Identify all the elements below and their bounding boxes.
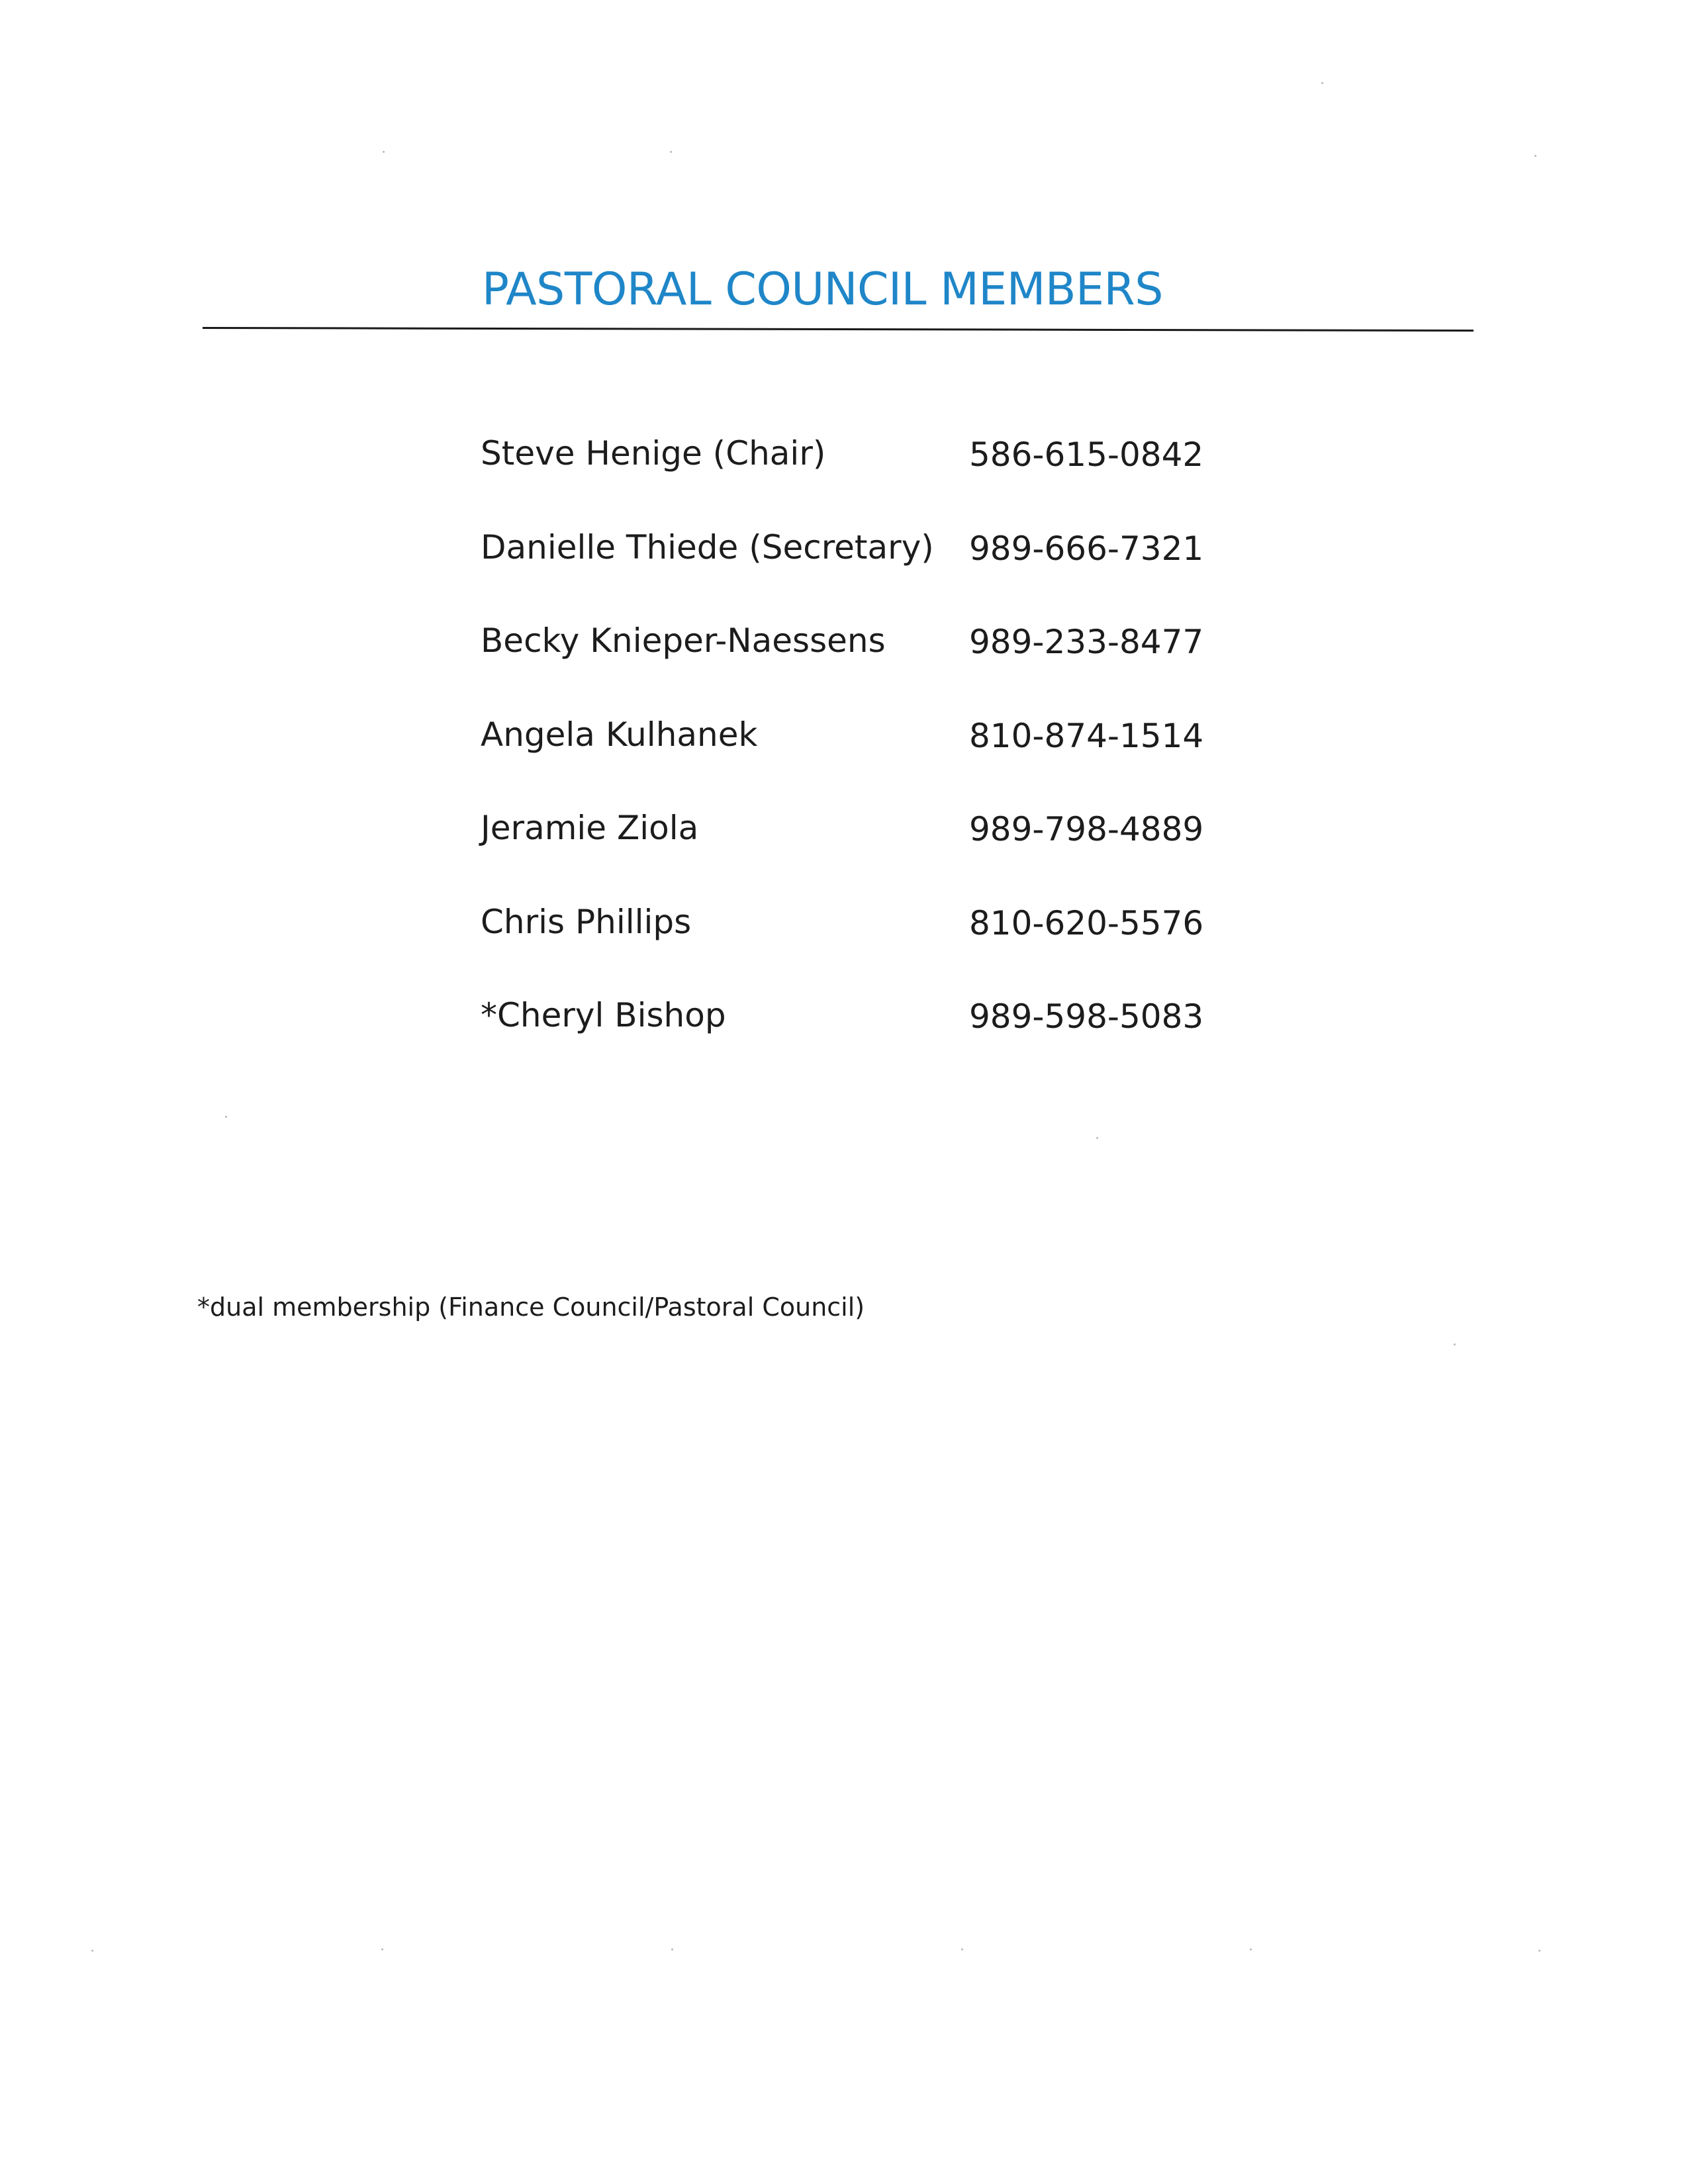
member-row: [463, 985, 1258, 1079]
member-name: Becky Knieper-Naessens: [481, 621, 886, 660]
scan-speck: [1454, 1343, 1456, 1345]
member-row: [463, 518, 1258, 612]
member-name: Steve Henige (Chair): [481, 434, 826, 473]
member-phone: 586-615-0842: [969, 435, 1204, 474]
scan-speck: [1096, 1137, 1098, 1139]
member-row: [463, 892, 1258, 986]
member-phone: 989-798-4889: [969, 810, 1204, 848]
dual-membership-footnote: *dual membership (Finance Council/Pastoral Council): [197, 1293, 865, 1322]
member-phone: 989-233-8477: [969, 623, 1204, 661]
scan-speck: [1321, 82, 1323, 84]
title-divider: [203, 327, 1474, 332]
page-title: PASTORAL COUNCIL MEMBERS: [482, 263, 1163, 316]
member-phone: 810-874-1514: [969, 716, 1204, 755]
member-row: [463, 705, 1258, 799]
member-name: *Cheryl Bishop: [481, 996, 726, 1034]
member-name: Danielle Thiede (Secretary): [481, 527, 934, 567]
member-row: [463, 424, 1258, 518]
member-name: Jeramie Ziola: [481, 809, 699, 847]
member-row: [463, 798, 1258, 892]
scan-speck: [671, 1948, 673, 1950]
member-list: [463, 424, 1258, 1079]
member-phone: 989-666-7321: [969, 529, 1204, 568]
member-name: Chris Phillips: [481, 902, 692, 941]
scan-speck: [91, 1950, 93, 1952]
scan-speck: [1250, 1948, 1252, 1950]
scan-speck: [225, 1116, 227, 1118]
scan-speck: [1534, 155, 1536, 157]
scan-speck: [961, 1948, 963, 1950]
scan-speck: [1538, 1950, 1540, 1952]
member-phone: 810-620-5576: [969, 903, 1204, 942]
member-name: Angela Kulhanek: [481, 715, 758, 754]
scan-speck: [670, 151, 672, 153]
member-row: [463, 611, 1258, 705]
scan-speck: [381, 1948, 383, 1950]
scan-speck: [383, 151, 385, 153]
member-phone: 989-598-5083: [969, 997, 1204, 1036]
